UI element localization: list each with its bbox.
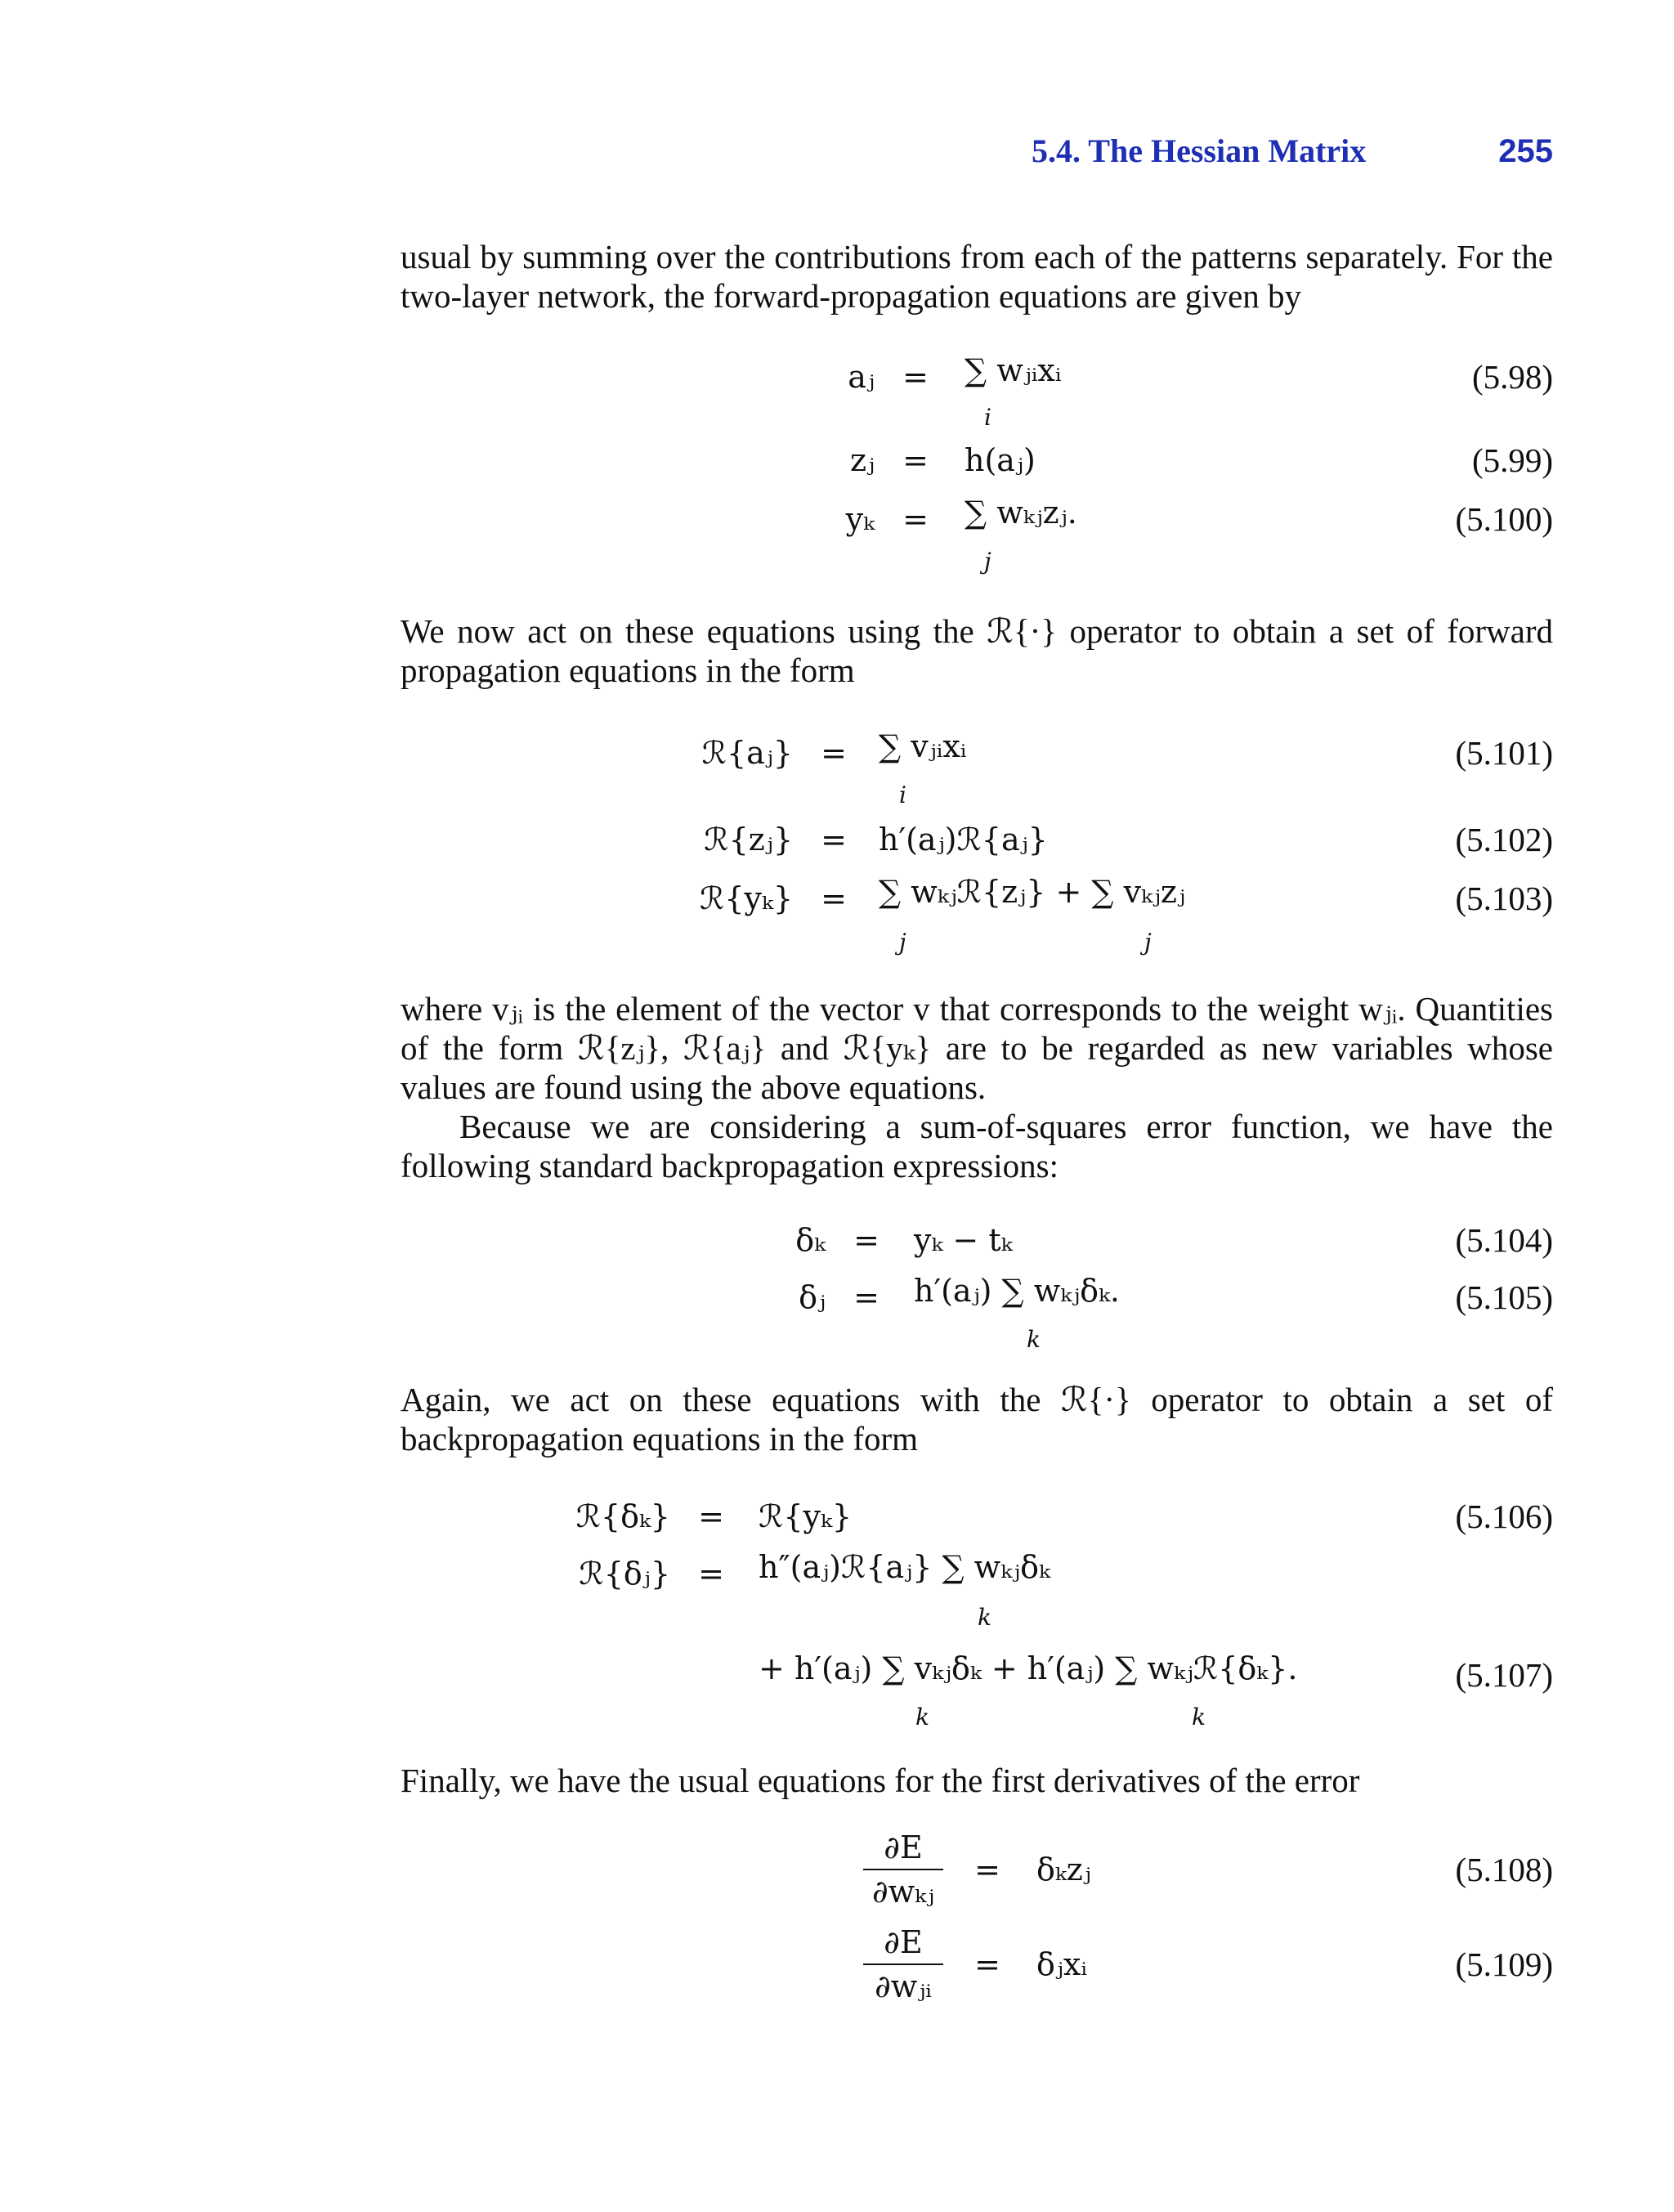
eq-5-108-fraction bbox=[858, 1828, 948, 1911]
paragraph-1: usual by summing over the contributions from each of the patterns separately. For the two-layer network, the forward-propagation equations are given by bbox=[401, 238, 1553, 315]
eq-5-105-sum-index: k bbox=[1027, 1326, 1041, 1353]
eq-5-109-rhs: δⱼxᵢ bbox=[1036, 1946, 1087, 1982]
eq-5-106-number: (5.106) bbox=[1455, 1498, 1553, 1535]
eq-5-98-number: (5.98) bbox=[1471, 358, 1553, 396]
eq-5-108-rhs: δₖzⱼ bbox=[1036, 1852, 1091, 1887]
eq-5-99-rhs: h(aⱼ) bbox=[965, 442, 1036, 478]
paragraph-4: Because we are considering a sum-of-squares error function, we have the following standard backpropagation expressions: bbox=[401, 1108, 1553, 1184]
eq-5-100-number: (5.100) bbox=[1455, 500, 1553, 538]
eq-5-109-denominator: ∂wⱼᵢ bbox=[875, 1968, 932, 2004]
eq-5-103-rel: = bbox=[821, 880, 847, 916]
eq-5-106-rhs: ℛ{yₖ} bbox=[759, 1498, 852, 1534]
eq-5-105-rel: = bbox=[853, 1279, 880, 1315]
eq-5-101-number: (5.101) bbox=[1455, 734, 1553, 772]
paragraph-3: where vⱼᵢ is the element of the vector v that corresponds to the weight wⱼᵢ. Quantities of the form ℛ{zⱼ}, ℛ{aⱼ} and ℛ{yₖ} are to be regarded as new variables whose values are found using the above equations. bbox=[401, 990, 1553, 1106]
eq-5-99-rel: = bbox=[902, 442, 929, 478]
eq-5-106-lhs: ℛ{δₖ} bbox=[575, 1498, 670, 1534]
eq-5-109-rel: = bbox=[974, 1946, 1000, 1982]
eq-5-103-rhs: ∑ wₖⱼℛ{zⱼ} + ∑ vₖⱼzⱼ bbox=[879, 874, 1185, 910]
paragraph-2: We now act on these equations using the ℛ{·} operator to obtain a set of forward propagation equations in the form bbox=[401, 612, 1553, 689]
eq-5-102-number: (5.102) bbox=[1455, 821, 1553, 858]
eq-5-101-rhs: ∑ vⱼᵢxᵢ bbox=[879, 728, 967, 764]
eq-5-104-number: (5.104) bbox=[1455, 1221, 1553, 1259]
eq-5-99-lhs: zⱼ bbox=[849, 442, 875, 478]
eq-5-102-rhs: h′(aⱼ)ℛ{aⱼ} bbox=[879, 822, 1048, 857]
eq-5-103-sum-index-2: j bbox=[1144, 929, 1152, 956]
eq-5-107-number: (5.107) bbox=[1455, 1656, 1553, 1694]
eq-5-104-rel: = bbox=[853, 1222, 880, 1258]
paragraph-5: Again, we act on these equations with the ℛ{·} operator to obtain a set of backpropagation equations in the form bbox=[401, 1381, 1553, 1458]
eq-5-107-sum-index-3: k bbox=[1192, 1704, 1206, 1731]
eq-5-98-rel: = bbox=[902, 359, 929, 395]
eq-5-109-fraction bbox=[858, 1923, 948, 2006]
eq-5-98-lhs: aⱼ bbox=[848, 359, 875, 395]
eq-5-105-rhs: h′(aⱼ) ∑ wₖⱼδₖ. bbox=[914, 1273, 1120, 1309]
eq-5-108-number: (5.108) bbox=[1455, 1851, 1553, 1888]
eq-5-102-rel: = bbox=[821, 822, 847, 857]
eq-5-102-lhs: ℛ{zⱼ} bbox=[704, 822, 793, 857]
eq-5-105-lhs: δⱼ bbox=[799, 1279, 826, 1315]
eq-5-103-sum-index-1: j bbox=[899, 929, 906, 956]
eq-5-100-rhs: ∑ wₖⱼzⱼ. bbox=[965, 495, 1077, 531]
eq-5-100-lhs: yₖ bbox=[845, 501, 875, 537]
eq-5-98-rhs: ∑ wⱼᵢxᵢ bbox=[965, 352, 1062, 388]
eq-5-107-rel: = bbox=[698, 1556, 724, 1592]
eq-5-100-sum-index: j bbox=[984, 548, 991, 575]
eq-5-107-sum-index-1: k bbox=[978, 1604, 991, 1631]
eq-5-105-number: (5.105) bbox=[1455, 1278, 1553, 1316]
eq-5-107-rhs-line-1: h″(aⱼ)ℛ{aⱼ} ∑ wₖⱼδₖ bbox=[759, 1549, 1050, 1585]
page-number: 255 bbox=[1498, 133, 1553, 169]
eq-5-108-numerator: ∂E bbox=[884, 1829, 923, 1865]
eq-5-107-lhs: ℛ{δⱼ} bbox=[579, 1556, 670, 1592]
eq-5-107-rhs-line-2: + h′(aⱼ) ∑ vₖⱼδₖ + h′(aⱼ) ∑ wₖⱼℛ{δₖ}. bbox=[759, 1650, 1298, 1686]
eq-5-103-number: (5.103) bbox=[1455, 880, 1553, 917]
section-title: 5.4. The Hessian Matrix bbox=[1032, 132, 1367, 169]
eq-5-99-number: (5.99) bbox=[1471, 441, 1553, 479]
eq-5-103-lhs: ℛ{yₖ} bbox=[700, 880, 793, 916]
eq-5-100-rel: = bbox=[902, 501, 929, 537]
eq-5-109-number: (5.109) bbox=[1455, 1946, 1553, 1983]
eq-5-106-rel: = bbox=[698, 1498, 724, 1534]
eq-5-107-sum-index-2: k bbox=[915, 1704, 929, 1731]
fraction-bar bbox=[863, 1869, 943, 1870]
eq-5-101-rel: = bbox=[821, 735, 847, 771]
eq-5-101-lhs: ℛ{aⱼ} bbox=[701, 735, 793, 771]
eq-5-104-lhs: δₖ bbox=[795, 1222, 826, 1258]
eq-5-108-denominator: ∂wₖⱼ bbox=[871, 1874, 935, 1910]
eq-5-104-rhs: yₖ − tₖ bbox=[914, 1222, 1013, 1258]
eq-5-109-numerator: ∂E bbox=[884, 1924, 923, 1960]
eq-5-101-sum-index: i bbox=[899, 781, 906, 808]
eq-5-108-rel: = bbox=[974, 1852, 1000, 1887]
fraction-bar bbox=[863, 1963, 943, 1965]
eq-5-98-sum-index: i bbox=[984, 404, 991, 431]
paragraph-6: Finally, we have the usual equations for the first derivatives of the error bbox=[401, 1762, 1360, 1799]
